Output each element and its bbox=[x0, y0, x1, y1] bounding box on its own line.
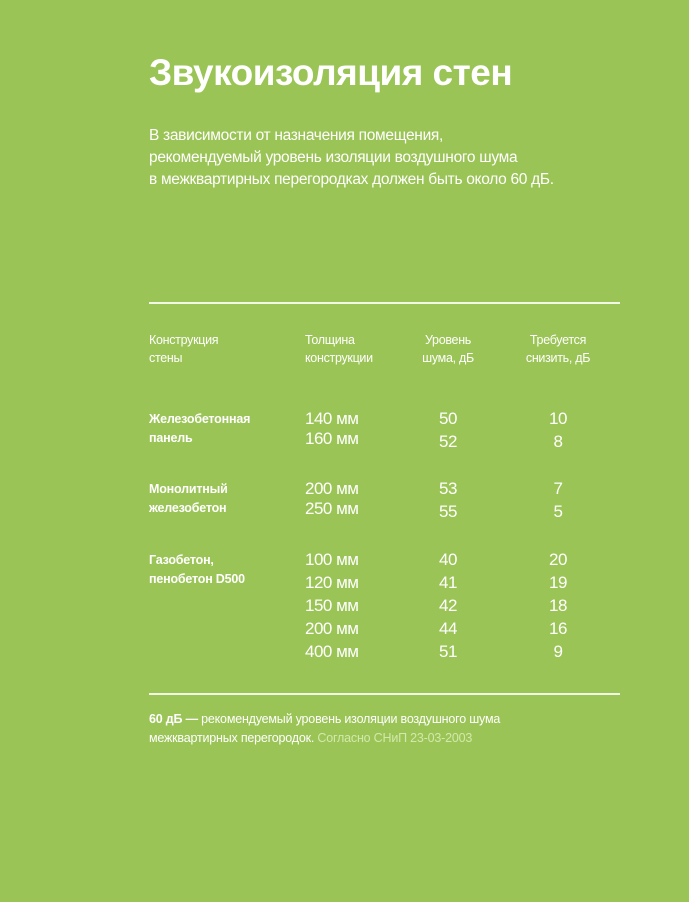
divider-bottom bbox=[149, 693, 620, 695]
intro-line: В зависимости от назначения помещения, bbox=[149, 127, 444, 144]
divider-top bbox=[149, 302, 620, 304]
table-row: 150 мм 42 18 bbox=[305, 596, 567, 615]
footnote-value: 60 дБ — bbox=[149, 712, 198, 726]
table-row: 200 мм 53 7 bbox=[305, 479, 563, 498]
header-noise-level: Уровень шума, дБ bbox=[422, 333, 474, 365]
header-reduction: Требуется снизить, дБ bbox=[525, 333, 591, 365]
table-row: 400 мм 51 9 bbox=[305, 642, 563, 661]
header-thickness: Толщина конструкции bbox=[305, 333, 373, 365]
group-name: Железобетонная панель bbox=[149, 412, 251, 445]
intro-line: в межквартирных перегородках должен быть около 60 дБ. bbox=[149, 171, 554, 188]
table-row: 200 мм 44 16 bbox=[305, 619, 567, 638]
intro-line: рекомендуемый уровень изоляции воздушного шума bbox=[149, 149, 518, 166]
page-title: Звукоизоляция стен bbox=[149, 52, 513, 93]
group-name: Газобетон, пенобетон D500 bbox=[149, 553, 245, 586]
footnote bbox=[149, 710, 500, 748]
footnote-text: рекомендуемый уровень изоляции воздушного шума bbox=[197, 712, 501, 726]
intro-text bbox=[149, 125, 629, 191]
table-row: 100 мм 40 20 bbox=[305, 550, 567, 569]
table-row: 140 мм 50 10 bbox=[305, 409, 567, 428]
table-row: 160 мм 52 8 bbox=[305, 429, 563, 451]
footnote-source: Согласно СНиП 23-03-2003 bbox=[314, 731, 473, 745]
footnote-text: межквартирных перегородок. bbox=[149, 731, 315, 745]
header-construction: Конструкция стены bbox=[149, 333, 219, 365]
group-name: Монолитный железобетон bbox=[149, 482, 228, 515]
table-row: 250 мм 55 5 bbox=[305, 499, 563, 521]
table-row: 120 мм 41 19 bbox=[305, 573, 567, 592]
